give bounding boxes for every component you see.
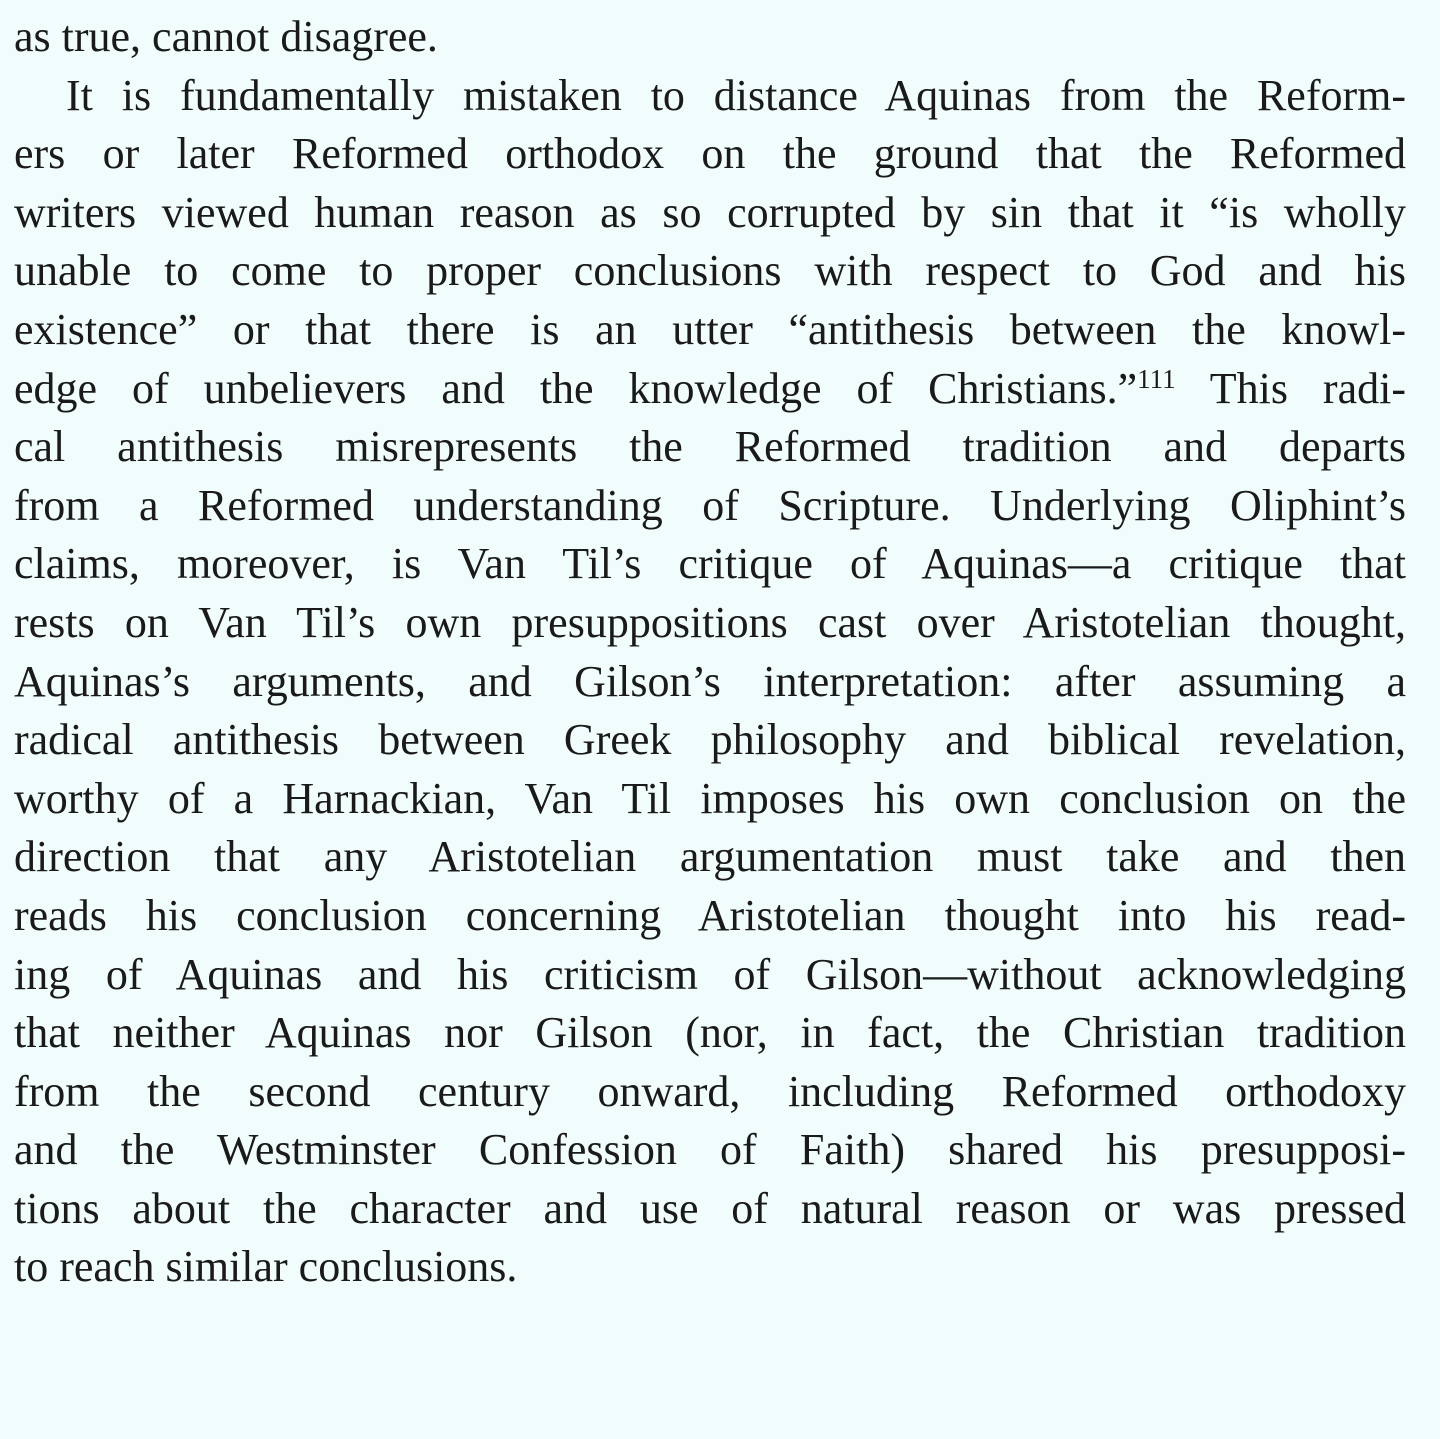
paragraph-2-line-with-footnote bbox=[14, 360, 1406, 419]
paragraph-2-line: cal antithesis misrepresents the Reformed tradition and departs bbox=[14, 422, 1406, 472]
paragraph-2-line: from a Reformed understanding of Scripture. Underlying Oliphint’s bbox=[14, 480, 1406, 530]
paragraph-2-line: It is fundamentally mistaken to distance Aquinas from the Reform- bbox=[66, 70, 1406, 120]
paragraph-2-line: tions about the character and use of natural reason or was pressed bbox=[14, 1183, 1406, 1233]
paragraph-2-line: existence” or that there is an utter “antithesis between the knowl- bbox=[14, 304, 1406, 354]
paragraph-2-line: that neither Aquinas nor Gilson (nor, in fact, the Christian tradition bbox=[14, 1008, 1406, 1058]
paragraph-2-line: rests on Van Til’s own presuppositions cast over Aristotelian thought, bbox=[14, 597, 1406, 647]
paragraph-1-last-line: as true, cannot disagree. bbox=[14, 12, 438, 61]
paragraph-2-line: from the second century onward, including Reformed orthodoxy bbox=[14, 1066, 1406, 1116]
paragraph-2-line: Aquinas’s arguments, and Gilson’s interpretation: after assuming a bbox=[14, 656, 1406, 706]
line-text-after-footnote: This radi- bbox=[1175, 363, 1406, 413]
paragraph-2-line: worthy of a Harnackian, Van Til imposes his own conclusion on the bbox=[14, 773, 1406, 823]
body-text bbox=[14, 8, 1406, 1297]
paragraph-2-line: reads his conclusion concerning Aristotelian thought into his read- bbox=[14, 890, 1406, 940]
paragraph-2-line: and the Westminster Confession of Faith) shared his presupposi- bbox=[14, 1125, 1406, 1175]
paragraph-2-line: ing of Aquinas and his criticism of Gilson—without acknowledging bbox=[14, 949, 1406, 999]
paragraph-2-line: ers or later Reformed orthodox on the ground that the Reformed bbox=[14, 129, 1406, 179]
footnote-marker[interactable]: 111 bbox=[1137, 363, 1176, 394]
paragraph-2-line: writers viewed human reason as so corrupted by sin that it “is wholly bbox=[14, 187, 1406, 237]
paragraph-2-line: claims, moreover, is Van Til’s critique of Aquinas—a critique that bbox=[14, 539, 1406, 589]
paragraph-2-line: unable to come to proper conclusions with respect to God and his bbox=[14, 246, 1406, 296]
paragraph-2-line: radical antithesis between Greek philosophy and biblical revelation, bbox=[14, 715, 1406, 765]
line-text-before-footnote: edge of unbelievers and the knowledge of Christians.” bbox=[14, 363, 1138, 413]
paragraph-2-last-line: to reach similar conclusions. bbox=[14, 1242, 518, 1292]
paragraph-2-line: direction that any Aristotelian argumentation must take and then bbox=[14, 832, 1406, 882]
